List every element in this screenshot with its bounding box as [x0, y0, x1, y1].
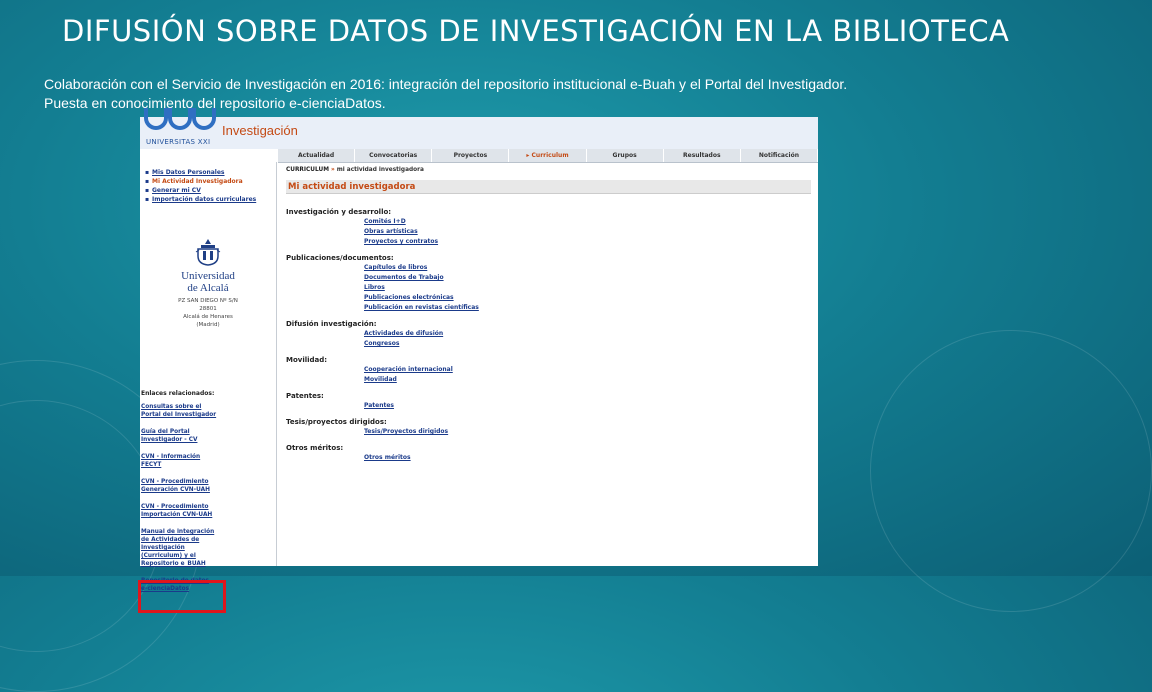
bullet-icon: ▪	[145, 169, 150, 176]
slide-body-text: Colaboración con el Servicio de Investigación en 2016: integración del repositorio institucional e-Buah y el Portal del Investigador. Puesta en conocimiento del repositorio e-cienciaDatos.	[44, 76, 848, 111]
address-line-1: PZ SAN DIEGO Nº S/N	[178, 298, 238, 304]
address-line-3: Alcalá de Henares	[183, 314, 233, 320]
tab-label: Resultados	[683, 152, 721, 159]
tab-grupos[interactable]	[587, 149, 664, 162]
bullet-icon: ▪	[145, 187, 150, 194]
link-comites-i-d[interactable]: Comités I+D	[364, 218, 406, 225]
arrow-right-icon: ▸	[526, 152, 532, 159]
link-patentes[interactable]: Patentes	[364, 402, 395, 409]
link-proyectos-y-contratos[interactable]: Proyectos y contratos	[364, 238, 439, 245]
university-block	[140, 238, 276, 329]
bullet-icon: ▪	[145, 178, 150, 185]
section-heading-difusion-investigacion: Difusión investigación:	[286, 320, 377, 328]
tab-label: Convocatorias	[369, 152, 418, 159]
breadcrumb-root-link[interactable]: CURRICULUM	[286, 167, 329, 173]
link-publicaciones-electronicas[interactable]: Publicaciones electrónicas	[364, 294, 454, 301]
portal-screenshot	[140, 117, 818, 592]
sidebar-item-generar-mi-cv[interactable]	[145, 187, 273, 195]
breadcrumb-current: mi actividad investigadora	[336, 167, 424, 173]
sidebar-item-label: Mis Datos Personales	[152, 169, 225, 176]
link-actividades-de-difusion[interactable]: Actividades de difusión	[364, 330, 444, 337]
tab-convocatorias[interactable]	[355, 149, 432, 162]
breadcrumb-separator: »	[330, 167, 335, 173]
related-link-guia-del-portal[interactable]: Guía del Portal Investigador - CV	[141, 429, 198, 443]
sidebar-item-label: Mi Actividad Investigadora	[152, 178, 243, 185]
sidebar-item-mi-actividad-investigadora[interactable]	[145, 178, 273, 186]
tab-label: Proyectos	[453, 152, 488, 159]
related-links-heading: Enlaces relacionados:	[141, 390, 215, 397]
page-title: Mi actividad investigadora	[288, 182, 416, 192]
background-ring-decoration	[870, 330, 1152, 612]
logo-text: UNIVERSITAS XXI	[146, 138, 211, 146]
link-congresos[interactable]: Congresos	[364, 340, 400, 347]
tab-notificacion[interactable]	[741, 149, 818, 162]
section-heading-otros-meritos: Otros méritos:	[286, 444, 344, 452]
section-heading-investigacion-y-desarrollo: Investigación y desarrollo:	[286, 208, 392, 216]
related-link-cvn-procedimiento[interactable]: CVN - Procedimiento Importación CVN-UAH	[141, 504, 213, 518]
tab-resultados[interactable]	[664, 149, 741, 162]
portal-nav	[278, 149, 818, 163]
portal-sidebar	[140, 162, 277, 592]
address-line-4: (Madrid)	[196, 322, 220, 328]
section-heading-patentes: Patentes:	[286, 392, 324, 400]
portal-brand: Investigación	[222, 123, 298, 138]
university-name-line-1: Universidad	[181, 270, 235, 282]
portal-header	[140, 117, 818, 149]
university-crest-icon	[195, 238, 221, 266]
related-links-list	[141, 403, 271, 602]
address-line-2: 28801	[199, 306, 217, 312]
tab-label: Curriculum	[531, 152, 569, 159]
sidebar-item-label: Generar mi CV	[152, 187, 201, 194]
link-publicacion-en-revistas-cientificas[interactable]: Publicación en revistas científicas	[364, 304, 479, 311]
sidebar-menu	[145, 169, 273, 205]
red-highlight-box	[138, 580, 226, 613]
sidebar-item-mis-datos-personales[interactable]	[145, 169, 273, 177]
related-link-manual-de-integracion[interactable]: Manual de integración de Actividades de Investigación (Curriculum) y el Repositorio e_BUAH	[141, 529, 215, 567]
link-capitulos-de-libros[interactable]: Capítulos de libros	[364, 264, 428, 271]
university-address	[140, 297, 276, 329]
tab-label: Notificación	[758, 152, 799, 159]
tab-label: Grupos	[612, 152, 637, 159]
link-otros-meritos[interactable]: Otros méritos	[364, 454, 411, 461]
link-obras-artisticas[interactable]: Obras artísticas	[364, 228, 418, 235]
universitas-xxi-logo-icon	[144, 108, 214, 134]
link-documentos-de-trabajo[interactable]: Documentos de Trabajo	[364, 274, 444, 281]
page-title-bar	[286, 180, 811, 194]
sidebar-item-label: Importación datos curriculares	[152, 196, 257, 203]
related-link-cvn-procedimiento[interactable]: CVN - Procedimiento Generación CVN-UAH	[141, 479, 210, 493]
university-name-line-2: de Alcalá	[187, 282, 229, 294]
related-link-cvn-informacion[interactable]: CVN - Información FECYT	[141, 454, 201, 468]
link-tesis-proyectos-dirigidos[interactable]: Tesis/Proyectos dirigidos	[364, 428, 449, 435]
link-cooperacion-internacional[interactable]: Cooperación internacional	[364, 366, 453, 373]
section-heading-movilidad: Movilidad:	[286, 356, 328, 364]
tab-actualidad[interactable]	[278, 149, 355, 162]
slide-title: DIFUSIÓN SOBRE DATOS DE INVESTIGACIÓN EN LA BIBLIOTECA	[62, 14, 1010, 48]
link-libros[interactable]: Libros	[364, 284, 385, 291]
bullet-icon: ▪	[145, 196, 150, 203]
breadcrumb	[286, 167, 424, 173]
tab-label: Actualidad	[298, 152, 335, 159]
related-link-repositorio-de-datos[interactable]: Repositorio de datos e-cienciaDatos	[141, 578, 209, 592]
section-heading-publicaciones-documentos: Publicaciones/documentos:	[286, 254, 394, 262]
main-content	[278, 162, 818, 566]
tab-proyectos[interactable]	[432, 149, 509, 162]
tab-curriculum[interactable]	[509, 149, 586, 162]
sidebar-item-importacion-datos-curriculares[interactable]	[145, 196, 273, 204]
section-heading-tesis-proyectos-dirigidos: Tesis/proyectos dirigidos:	[286, 418, 387, 426]
link-movilidad[interactable]: Movilidad	[364, 376, 397, 383]
related-link-consultas-sobre-el[interactable]: Consultas sobre el Portal del Investigador	[141, 404, 217, 418]
